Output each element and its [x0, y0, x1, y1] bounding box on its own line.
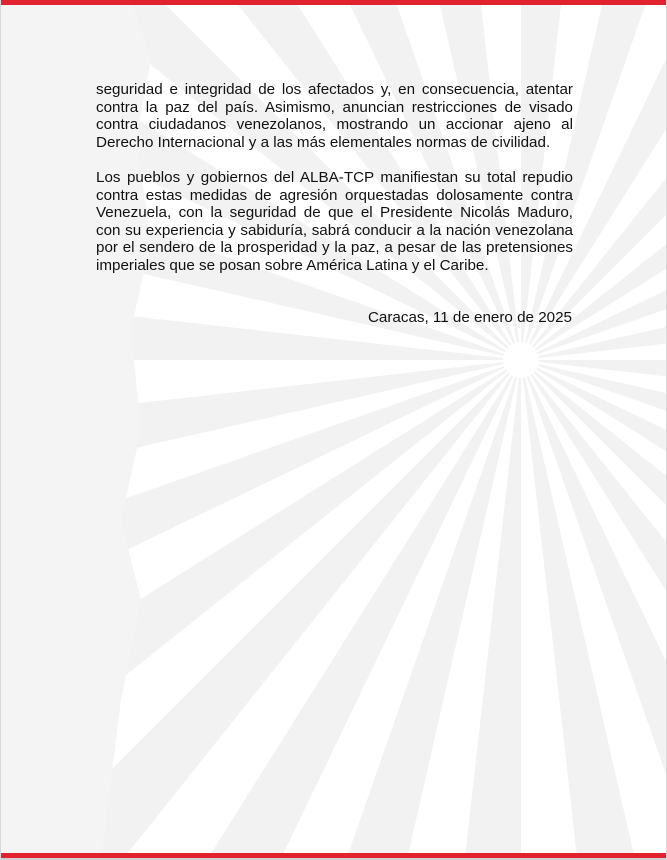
top-accent-bar [1, 0, 667, 5]
paragraph-1: seguridad e integridad de los afectados y, en consecuencia, atentar contra la paz del país. Asimismo, anuncian restricciones de visado contra ciudadanos venezolanos, mostrando un accionar ajeno al Derecho Internacional y a las más elementales normas de civilidad. [96, 81, 573, 151]
document-body [96, 81, 573, 292]
place-and-date: Caracas, 11 de enero de 2025 [367, 309, 572, 326]
paragraph-2: Los pueblos y gobiernos del ALBA-TCP manifiestan su total repudio contra estas medidas de agresión orquestadas dolosamente contra Venezuela, con la seguridad de que el Presidente Nicolás Maduro, con su experiencia y sabiduría, sabrá conducir a la nación venezolana por el sendero de la prosperidad y la paz, a pesar de las pretensiones imperiales que se posan sobre América Latina y el Caribe. [96, 168, 573, 274]
watermark-hub [503, 342, 539, 378]
